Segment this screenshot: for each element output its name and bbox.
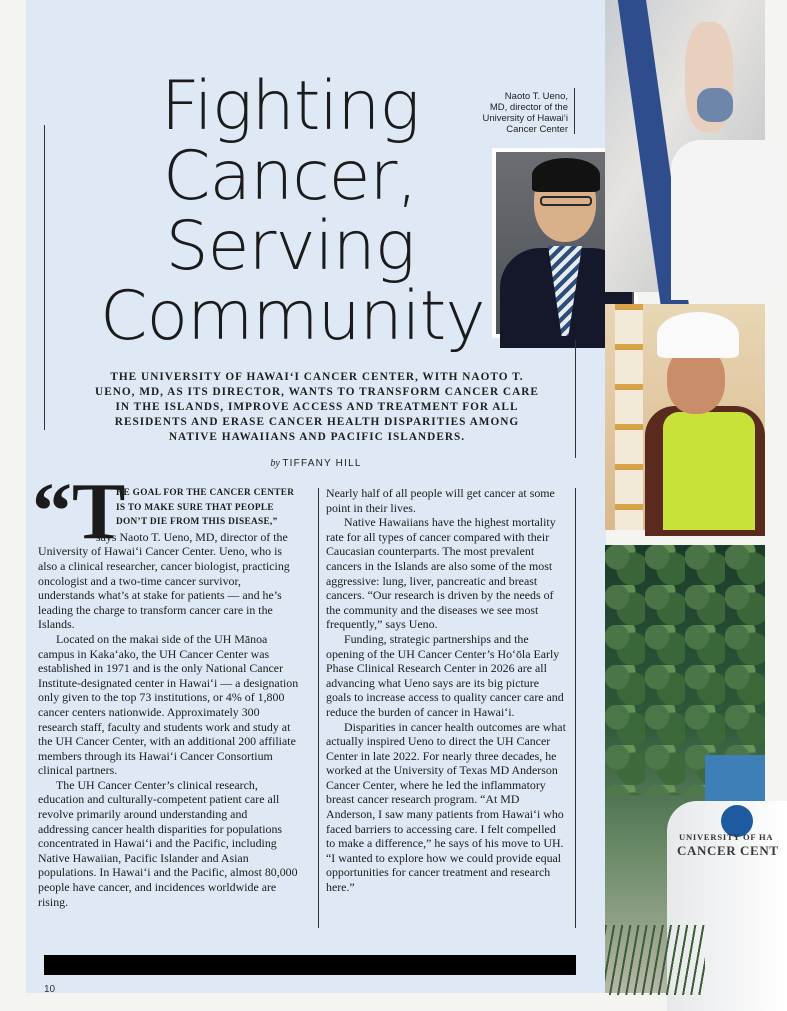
- article-paragraph: [38, 530, 300, 632]
- caption-line: MD, director of the: [489, 102, 568, 113]
- lead-in-caps: HE GOAL FOR THE CANCER CENTER IS TO MAKE SURE THAT PEOPLE DON’T DIE FROM THIS DISEASE,”: [116, 488, 295, 528]
- byline-prefix: by: [270, 458, 280, 469]
- headline-line: Community: [100, 277, 485, 356]
- hard-hat: [657, 312, 739, 358]
- left-rule: [44, 125, 45, 430]
- article-paragraph: Nearly half of all people will get cancer at some point in their lives.: [326, 486, 555, 515]
- grass: [605, 925, 705, 995]
- byline: [96, 458, 536, 469]
- headline-line: Cancer,: [162, 137, 418, 216]
- byline-author: TIFFANY HILL: [282, 458, 362, 469]
- safety-vest: [663, 412, 755, 530]
- column-rule: [318, 488, 319, 928]
- article-column-2: [326, 486, 566, 895]
- article-paragraph: Funding, strategic partnerships and the opening of the UH Cancer Center’s Ho‘ōla Early Phase Clinical Research Center in 2026 are all advancing what Ueno says are its big picture goals to increase access to quality cancer care and reduce the burden of cancer in Hawai‘i.: [326, 631, 564, 719]
- drop-cap-letter: T: [72, 468, 126, 556]
- article-column-1: [38, 486, 300, 909]
- deck-subhead: THE UNIVERSITY OF HAWAI‘I CANCER CENTER, WITH NAOTO T. UENO, MD, AS ITS DIRECTOR, WANTS TO TRANSFORM CANCER CARE IN THE ISLANDS, IMPROVE ACCESS AND TREATMENT FOR ALL RESIDENTS AND ERASE CANCER HEALTH DISPARITIES AMONG NATIVE HAWAIIANS AND PACIFIC ISLANDERS.: [95, 371, 539, 443]
- sign-text-university: UNIVERSITY OF HA: [679, 832, 774, 842]
- caption-line: Cancer Center: [506, 124, 568, 135]
- portrait-glasses: [540, 196, 592, 206]
- page-number: 10: [44, 984, 56, 995]
- column-rule: [575, 488, 576, 928]
- construction-photo: [605, 304, 765, 530]
- article-paragraph: The UH Cancer Center’s clinical research, education and culturally-competent patient care all revolve primarily around understanding and addressing cancer health disparities for populations concentrated in Hawai‘i and the Pacific, including Native Hawaiian, Pacific Islander and Asian populations. In Hawai‘i and the Pacific, almost 80,000 people have cancer, and incidences worldwide are rising.: [38, 777, 298, 909]
- lab-coat: [671, 140, 781, 300]
- face-mask: [697, 88, 733, 122]
- portrait-caption: [440, 91, 568, 135]
- lab-photo: [605, 0, 765, 292]
- article-paragraph: Located on the makai side of the UH Mānoa campus in Kaka‘ako, the UH Cancer Center was established in 1971 and is the only National Cancer Institute-designated center in Hawai‘i — a designation only given to the top 73 institutions, or 4% of 1,800 cancer centers nationwide. Approximately 300 research staff, faculty and students work and study at the UH Cancer Center, with an additional 200 affiliate members through its Hawai‘i Cancer Consortium clinical partners.: [38, 631, 299, 778]
- article-paragraph: Native Hawaiians have the highest mortality rate for all types of cancer compared with their Caucasian counterparts. The most prevalent cancers in the Islands are also some of the most aggressive: lung, liver, pancreatic and breast cancers. “Our research is driven by the needs of the community and the diseases we see most frequently,” says Ueno.: [326, 515, 556, 632]
- headline-line: Serving: [165, 207, 415, 286]
- portrait-hair: [532, 158, 600, 192]
- caption-rule: [574, 88, 575, 134]
- scaffold: [615, 304, 643, 530]
- caption-line: University of Hawai‘i: [482, 113, 568, 124]
- caption-line: Naoto T. Ueno,: [504, 91, 568, 102]
- article-paragraph: Disparities in cancer health outcomes are what actually inspired Ueno to direct the UH Cancer Center in late 2022. For nearly three decades, he worked at the University of Texas MD Anderson Cancer Center, where he led the inflammatory breast cancer research program. “At MD Anderson, I saw many patients from Hawai‘i who faced barriers to accessing care. I felt compelled to make a difference,” he says of his move to UH. “I wanted to explore how we could provide equal opportunities for cancer treatment and research here.”: [326, 719, 566, 895]
- cancer-center-sign-photo: [605, 545, 779, 993]
- sign-text-cancer-center: CANCER CENT: [677, 843, 779, 858]
- headline: [100, 67, 485, 356]
- right-rule: [575, 340, 576, 458]
- paragraph-text: says Naoto T. Ueno, MD, director of the University of Hawai‘i Cancer Center. Ueno, who is also a clinical researcher, cancer biologist, practicing oncologist and a two-time cancer survivor, understands what’s at stake for patients — and he’s leading the charge to transform cancer care in the Islands.: [38, 529, 290, 632]
- footer-bar: [44, 955, 576, 975]
- headline-line: Fighting: [160, 67, 420, 146]
- drop-quote-mark: “: [32, 468, 72, 556]
